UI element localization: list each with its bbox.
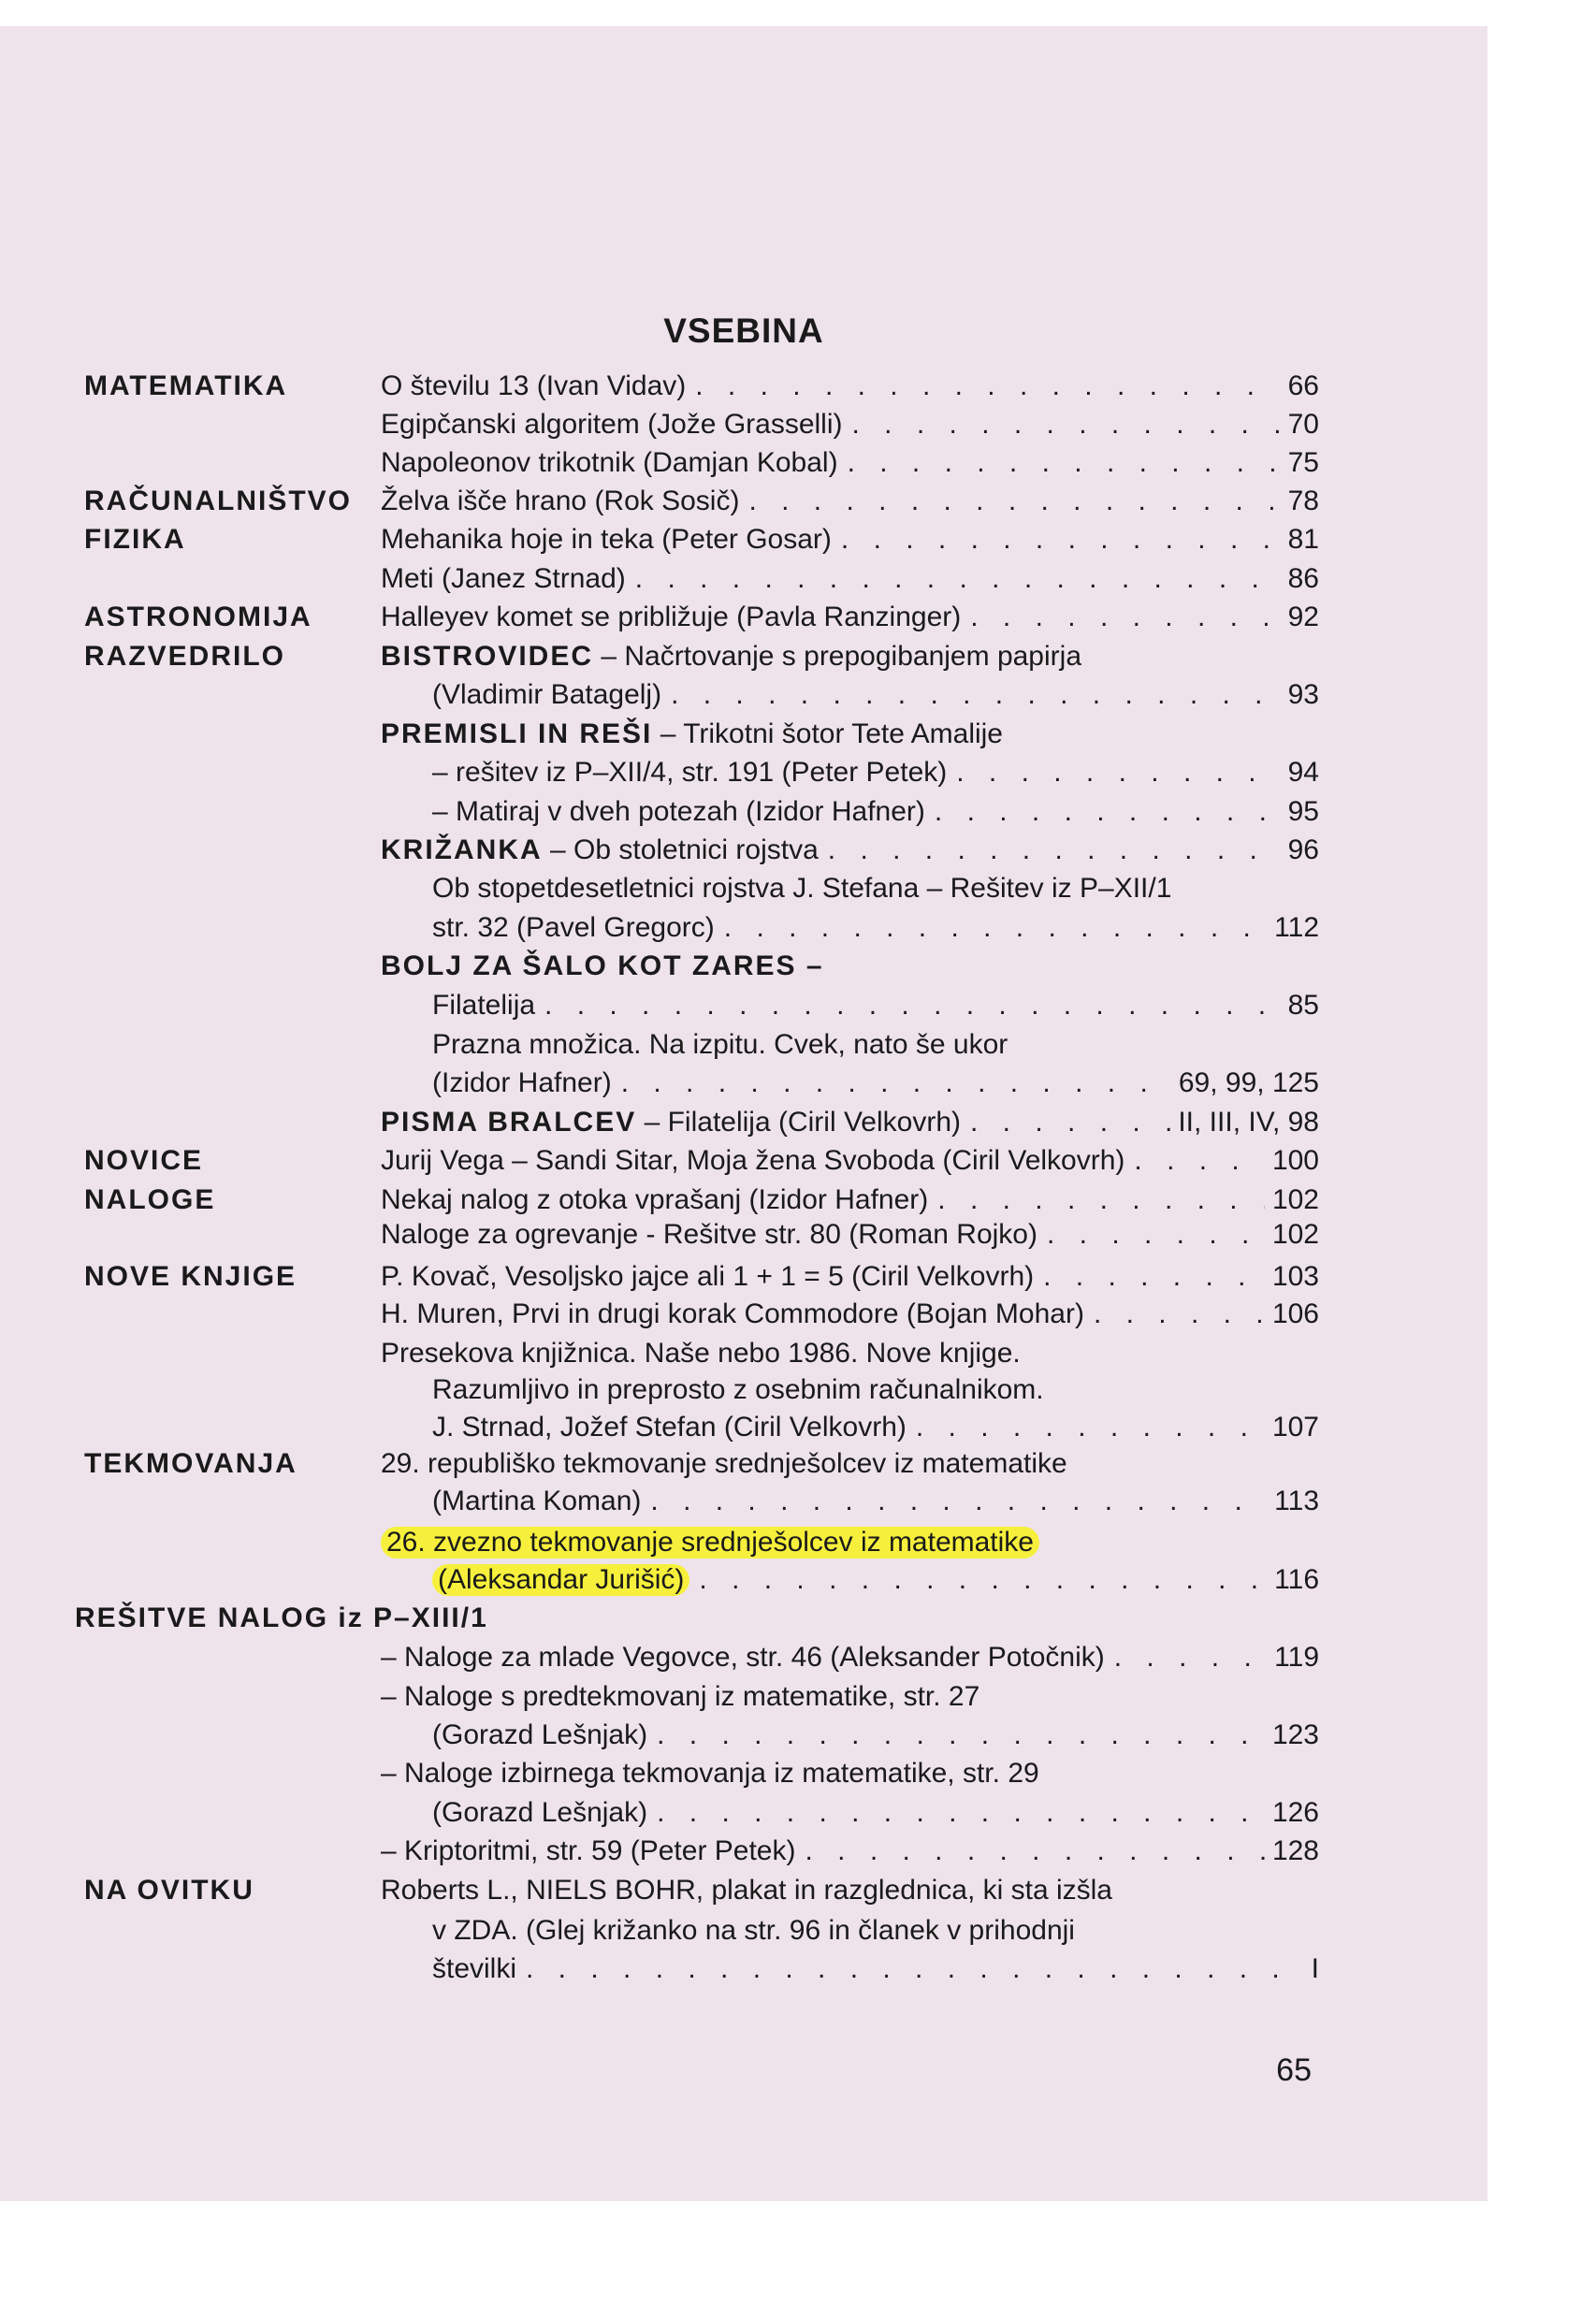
toc-page-number: 95 — [1287, 796, 1319, 827]
dot-leader — [621, 1067, 1171, 1099]
toc-entry-text: 29. republiško tekmovanje srednješolcev iz matematike — [381, 1448, 1067, 1479]
toc-entry-text: Egipčanski algoritem (Jože Grasselli) — [381, 409, 843, 440]
toc-page-number: 75 — [1287, 447, 1319, 478]
dot-leader — [937, 1184, 1265, 1216]
dot-leader — [526, 1953, 1304, 1985]
toc-entry — [432, 1915, 1319, 1947]
toc-section-label: REŠITVE NALOG iz P–XIII/1 — [75, 1602, 488, 1633]
toc-entry — [432, 1719, 1319, 1751]
toc-page-number: 81 — [1287, 524, 1319, 555]
toc-row — [0, 674, 1487, 715]
toc-entry — [381, 447, 1319, 479]
page-title: VSEBINA — [663, 312, 824, 350]
toc-entry-text: str. 32 (Pavel Gregorc) — [432, 912, 715, 943]
toc-page-number: 102 — [1271, 1184, 1319, 1215]
toc-entry — [381, 486, 1319, 517]
toc-row — [0, 596, 1487, 637]
toc-row — [0, 1909, 1487, 1950]
toc-row — [0, 790, 1487, 832]
dot-leader — [916, 1412, 1265, 1443]
toc-entry — [381, 834, 1319, 866]
toc-page-number: 113 — [1274, 1486, 1319, 1516]
toc-entry-text: Naloge za ogrevanje - Rešitve str. 80 (Roman Rojko) — [381, 1219, 1037, 1250]
toc-entry — [381, 1527, 1319, 1559]
toc-row — [0, 480, 1487, 521]
toc-entry — [381, 718, 1319, 750]
toc-page-number: 119 — [1274, 1642, 1319, 1673]
toc-page-number: 70 — [1287, 409, 1319, 440]
toc-entry — [432, 912, 1319, 944]
toc-entry — [381, 1875, 1319, 1907]
toc-row — [0, 1443, 1487, 1484]
toc-page-number: I — [1311, 1953, 1319, 1984]
toc-entry — [432, 1797, 1319, 1829]
dot-leader — [970, 1107, 1170, 1138]
toc-entry — [432, 679, 1319, 711]
toc-entry-text: 26. zvezno tekmovanje srednješolcev iz matematike — [386, 1527, 1034, 1558]
toc-entry — [381, 524, 1319, 556]
toc-section-label: NOVE KNJIGE — [84, 1261, 297, 1292]
page-paper — [0, 26, 1487, 2201]
toc-page-number: 94 — [1287, 757, 1319, 788]
dot-leader — [657, 1797, 1265, 1829]
toc-entry — [381, 370, 1319, 402]
toc-entry-text: P. Kovač, Vesoljsko jajce ali 1 + 1 = 5 (Ciril Velkovrh) — [381, 1261, 1035, 1292]
dot-leader — [544, 990, 1281, 1022]
dot-leader — [805, 1835, 1264, 1867]
toc-entry — [381, 950, 1319, 982]
dot-leader — [1043, 1261, 1265, 1293]
toc-entry-text: – Ob stoletnici rojstva — [542, 834, 819, 865]
toc-entry-text: (Izidor Hafner) — [432, 1067, 612, 1098]
toc-page-number: 96 — [1287, 834, 1319, 865]
toc-entry — [381, 1261, 1319, 1293]
toc-page-number: 69, 99, 125 — [1178, 1067, 1319, 1098]
toc-page-number: 116 — [1274, 1564, 1319, 1595]
toc-entry-text: – Naloge s predtekmovanj iz matematike, str. 27 — [381, 1681, 980, 1712]
dot-leader — [1094, 1298, 1265, 1330]
toc-section-label: NALOGE — [84, 1184, 216, 1215]
toc-section-label: MATEMATIKA — [84, 370, 288, 401]
toc-entry-text: (Gorazd Lešnjak) — [432, 1797, 648, 1828]
toc-entry-text: J. Strnad, Jožef Stefan (Ciril Velkovrh) — [432, 1412, 907, 1443]
toc-entry — [381, 1145, 1319, 1177]
toc-entry — [432, 796, 1319, 828]
toc-row — [0, 1213, 1487, 1254]
toc-section-label: RAZVEDRILO — [84, 641, 285, 672]
toc-row — [0, 751, 1487, 792]
toc-entry-text: H. Muren, Prvi in drugi korak Commodore (Bojan Mohar) — [381, 1298, 1084, 1329]
toc-entry-text: Filatelija — [432, 990, 536, 1021]
toc-entry — [381, 1107, 1319, 1138]
toc-page-number: 93 — [1287, 679, 1319, 710]
toc-page-number: 107 — [1271, 1412, 1319, 1443]
toc-entry — [381, 563, 1319, 595]
toc-entry-text: (Gorazd Lešnjak) — [432, 1719, 648, 1750]
toc-entry — [432, 1412, 1319, 1443]
toc-row — [0, 1830, 1487, 1871]
toc-entry-heading: PREMISLI IN REŠI — [381, 718, 653, 749]
toc-row — [0, 1101, 1487, 1142]
toc-row — [0, 558, 1487, 599]
toc-entry — [432, 1029, 1319, 1061]
toc-row — [0, 1675, 1487, 1717]
dot-leader — [852, 409, 1281, 441]
toc-row — [0, 1293, 1487, 1334]
toc-entry-text: številki — [432, 1953, 517, 1984]
toc-row — [0, 1255, 1487, 1297]
toc-row — [0, 635, 1487, 676]
toc-entry-text: – Naloge izbirnega tekmovanja iz matematike, str. 29 — [381, 1758, 1039, 1789]
toc-entry — [381, 1448, 1319, 1480]
toc-page-number: 128 — [1271, 1835, 1319, 1866]
toc-section-label: NOVICE — [84, 1145, 204, 1176]
dot-leader — [657, 1719, 1265, 1751]
toc-entry-text: – Kriptoritmi, str. 59 (Peter Petek) — [381, 1835, 796, 1866]
toc-entry-text: Jurij Vega – Sandi Sitar, Moja žena Svoboda (Ciril Velkovrh) — [381, 1145, 1125, 1176]
toc-entry-text: – Trikotni šotor Tete Amalije — [652, 718, 1003, 749]
toc-entry-text: – Filatelija (Ciril Velkovrh) — [636, 1107, 962, 1138]
toc-entry — [432, 1374, 1319, 1406]
toc-page-number: 112 — [1274, 912, 1319, 943]
toc-page-number: 123 — [1271, 1719, 1319, 1750]
dot-leader — [748, 486, 1280, 517]
toc-entry-text: O številu 13 (Ivan Vidav) — [381, 370, 687, 401]
dot-leader — [935, 796, 1281, 828]
dot-leader — [635, 563, 1281, 595]
toc-row — [0, 829, 1487, 870]
toc-entry-text: Nekaj nalog z otoka vprašanj (Izidor Hafner) — [381, 1184, 929, 1215]
toc-entry — [432, 1953, 1319, 1985]
dot-leader — [828, 834, 1281, 866]
dot-leader — [650, 1486, 1267, 1517]
toc-entry-text: – rešitev iz P–XII/4, str. 191 (Peter Petek) — [432, 757, 948, 788]
dot-leader — [699, 1564, 1267, 1596]
dot-leader — [671, 679, 1281, 711]
toc-page-number: 103 — [1271, 1261, 1319, 1292]
toc-entry-heading: KRIŽANKA — [381, 834, 543, 865]
toc-entry-heading: PISMA BRALCEV — [381, 1107, 637, 1138]
toc-page-number: 100 — [1271, 1145, 1319, 1176]
toc-row — [0, 1752, 1487, 1793]
toc-entry-text: Meti (Janez Strnad) — [381, 563, 626, 594]
toc-entry — [381, 1298, 1319, 1330]
toc-entry-text: – Naloge za mlade Vegovce, str. 46 (Aleksander Potočnik) — [381, 1642, 1105, 1673]
toc-row — [0, 518, 1487, 559]
dot-leader — [956, 757, 1280, 789]
toc-row — [0, 984, 1487, 1025]
toc-row — [0, 1480, 1487, 1521]
toc-entry — [432, 873, 1319, 905]
dot-leader — [1114, 1642, 1267, 1674]
toc-page-number: 66 — [1287, 370, 1319, 401]
toc-entry-text: – Načrtovanje s prepogibanjem papirja — [593, 641, 1081, 672]
toc-entry-text: (Aleksandar Jurišić) — [438, 1564, 685, 1595]
toc-row — [0, 867, 1487, 908]
toc-entry-text: Želva išče hrano (Rok Sosič) — [381, 486, 740, 516]
toc-section-label: RAČUNALNIŠTVO — [84, 486, 352, 516]
toc-page-number: 92 — [1287, 602, 1319, 632]
toc-entry — [432, 1564, 1319, 1596]
toc-entry-text: Halleyev komet se približuje (Pavla Ranzinger) — [381, 602, 962, 632]
toc-page-number: 85 — [1287, 990, 1319, 1021]
toc-entry-text: v ZDA. (Glej križanko na str. 96 in članek v prihodnji — [432, 1915, 1075, 1946]
dot-leader — [841, 524, 1281, 556]
toc-row — [0, 1406, 1487, 1447]
toc-entry-text: (Martina Koman) — [432, 1486, 642, 1516]
toc-entry-heading: BOLJ ZA ŠALO KOT ZARES – — [381, 950, 824, 981]
toc-entry-text: – Matiraj v dveh potezah (Izidor Hafner) — [432, 796, 925, 827]
toc-row — [0, 1597, 1487, 1638]
dot-leader — [848, 447, 1281, 479]
toc-entry — [432, 990, 1319, 1022]
toc-entry-text: Presekova knjižnica. Naše nebo 1986. Nove knjige. — [381, 1338, 1021, 1369]
toc-entry — [381, 1219, 1319, 1251]
toc-entry — [381, 1184, 1319, 1216]
toc-row — [0, 1521, 1487, 1562]
toc-row — [0, 1332, 1487, 1373]
toc-section-label: ASTRONOMIJA — [84, 602, 312, 632]
toc-entry — [381, 641, 1319, 673]
toc-entry-text: (Vladimir Batagelj) — [432, 679, 662, 710]
dot-leader — [724, 912, 1267, 944]
toc-entry — [381, 1758, 1319, 1790]
toc-entry — [381, 1642, 1319, 1674]
toc-page-number: 126 — [1271, 1797, 1319, 1828]
toc-row — [0, 1791, 1487, 1833]
dot-leader — [1047, 1219, 1265, 1251]
toc-entry — [432, 757, 1319, 789]
toc-row — [0, 1559, 1487, 1600]
toc-entry — [381, 1835, 1319, 1867]
toc-page-number: 78 — [1287, 486, 1319, 516]
toc-entry-text: Razumljivo in preprosto z osebnim računalnikom. — [432, 1374, 1044, 1405]
dot-leader — [970, 602, 1280, 633]
dot-leader — [1134, 1145, 1265, 1177]
toc-page-number: 102 — [1271, 1219, 1319, 1250]
toc-row — [0, 1023, 1487, 1065]
toc-row — [0, 1714, 1487, 1755]
toc-entry — [432, 1486, 1319, 1517]
page-number: 65 — [1276, 2052, 1312, 2088]
toc-entry — [381, 602, 1319, 633]
toc-section-label: NA OVITKU — [84, 1875, 254, 1906]
toc-row — [0, 1869, 1487, 1910]
toc-entry — [381, 409, 1319, 441]
toc-entry-heading: BISTROVIDEC — [381, 641, 594, 672]
toc-row — [0, 1139, 1487, 1181]
toc-page-number: 106 — [1271, 1298, 1319, 1329]
toc-row — [0, 442, 1487, 483]
toc-row — [0, 906, 1487, 948]
toc-entry-text: Ob stopetdesetletnici rojstva J. Stefana – Rešitev iz P–XII/1 — [432, 873, 1172, 904]
toc-row — [0, 1636, 1487, 1677]
toc-section-label: FIZIKA — [84, 524, 186, 555]
toc-row — [0, 1369, 1487, 1410]
toc-page-number: II, III, IV, 98 — [1178, 1107, 1319, 1138]
toc-row — [0, 713, 1487, 754]
dot-leader — [695, 370, 1280, 402]
toc-page-number: 86 — [1287, 563, 1319, 594]
toc-row — [0, 1948, 1487, 1989]
toc-entry — [381, 1681, 1319, 1713]
toc-row — [0, 945, 1487, 986]
toc-entry — [432, 1067, 1319, 1099]
toc-entry-text: Roberts L., NIELS BOHR, plakat in razglednica, ki sta izšla — [381, 1875, 1112, 1906]
toc-row — [0, 365, 1487, 406]
toc-row — [0, 1062, 1487, 1103]
toc-section-label: TEKMOVANJA — [84, 1448, 297, 1479]
toc-entry-text: Napoleonov trikotnik (Damjan Kobal) — [381, 447, 838, 478]
toc-entry-text: Prazna množica. Na izpitu. Cvek, nato še ukor — [432, 1029, 1008, 1060]
toc-entry-text: Mehanika hoje in teka (Peter Gosar) — [381, 524, 832, 555]
toc-row — [0, 403, 1487, 444]
toc-entry — [381, 1338, 1319, 1370]
